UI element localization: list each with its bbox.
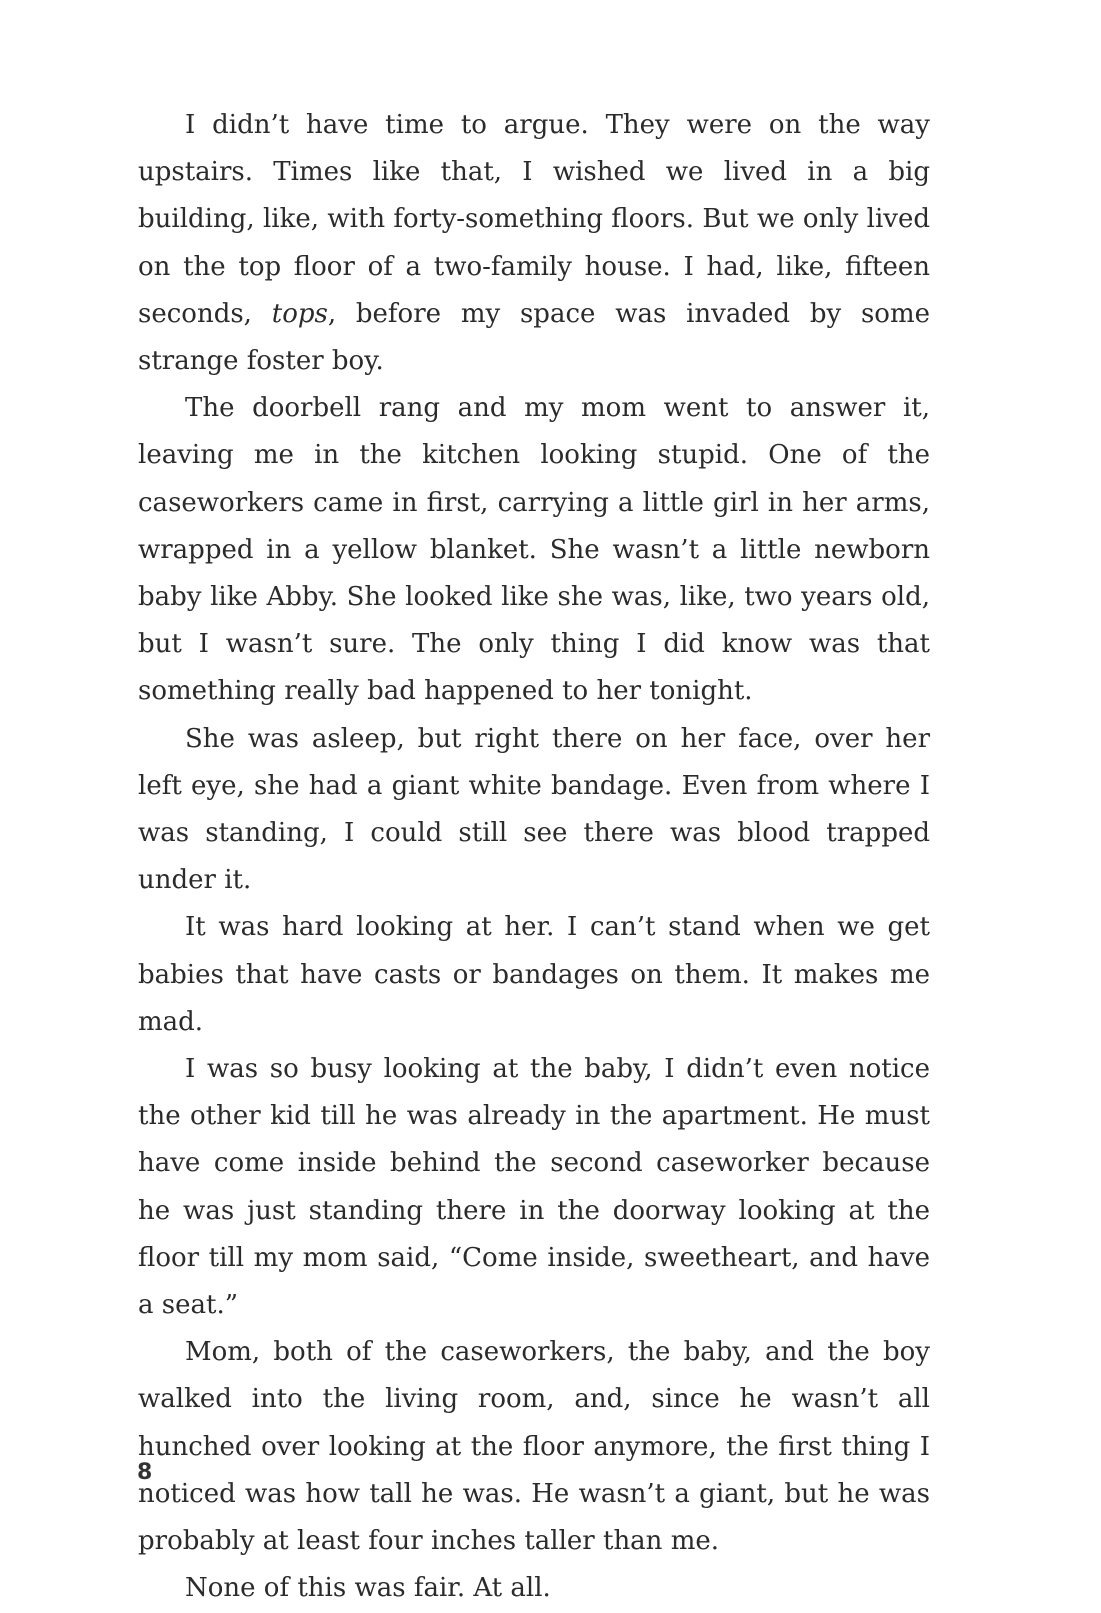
body-text — [138, 102, 930, 1613]
paragraph — [138, 1565, 930, 1612]
paragraph — [138, 1329, 930, 1565]
paragraph-text: The doorbell rang and my mom went to answer it, leaving me in the kitchen looking stupid. One of the caseworkers came in first, carrying a little girl in her arms, wrapped in a yellow blanket. She wasn’t a little newborn baby like Abby. She looked like she was, like, two years old, but I wasn’t sure. The only thing I did know was that something really bad happened to her tonight. — [138, 393, 930, 707]
paragraph — [138, 102, 930, 385]
paragraph — [138, 385, 930, 715]
paragraph-text: None of this was fair. At all. — [185, 1573, 551, 1604]
paragraph-text: It was hard looking at her. I can’t stand when we get babies that have casts or bandages on them. It makes me mad. — [138, 912, 930, 1037]
paragraph — [138, 904, 930, 1046]
paragraph-text: Mom, both of the caseworkers, the baby, and the boy walked into the living room, and, since he wasn’t all hunched over looking at the floor anymore, the first thing I noticed was how tall he was. He wasn’t a giant, but he was probably at least four inches taller than me. — [138, 1337, 930, 1557]
paragraph — [138, 716, 930, 905]
paragraph-text: She was asleep, but right there on her face, over her left eye, she had a giant white bandage. Even from where I was standing, I could still see there was blood trapped under it. — [138, 723, 930, 896]
page-number: 8 — [137, 1460, 153, 1485]
paragraph — [138, 1046, 930, 1329]
emphasized-text: tops — [271, 298, 328, 329]
paragraph-text: , before my space was invaded by some strange foster boy. — [138, 298, 930, 377]
paragraph-text: I was so busy looking at the baby, I didn’t even notice the other kid till he was already in the apartment. He must have come inside behind the second caseworker because he was just standing there in the doorway looking at the floor till my mom said, “Come inside, sweetheart, and have a seat.” — [138, 1054, 930, 1321]
paragraph-text: I didn’t have time to argue. They were on the way upstairs. Times like that, I wished we lived in a big building, like, with forty-something floors. But we only lived on the top floor of a two-family house. I had, like, fifteen seconds, — [138, 110, 930, 329]
